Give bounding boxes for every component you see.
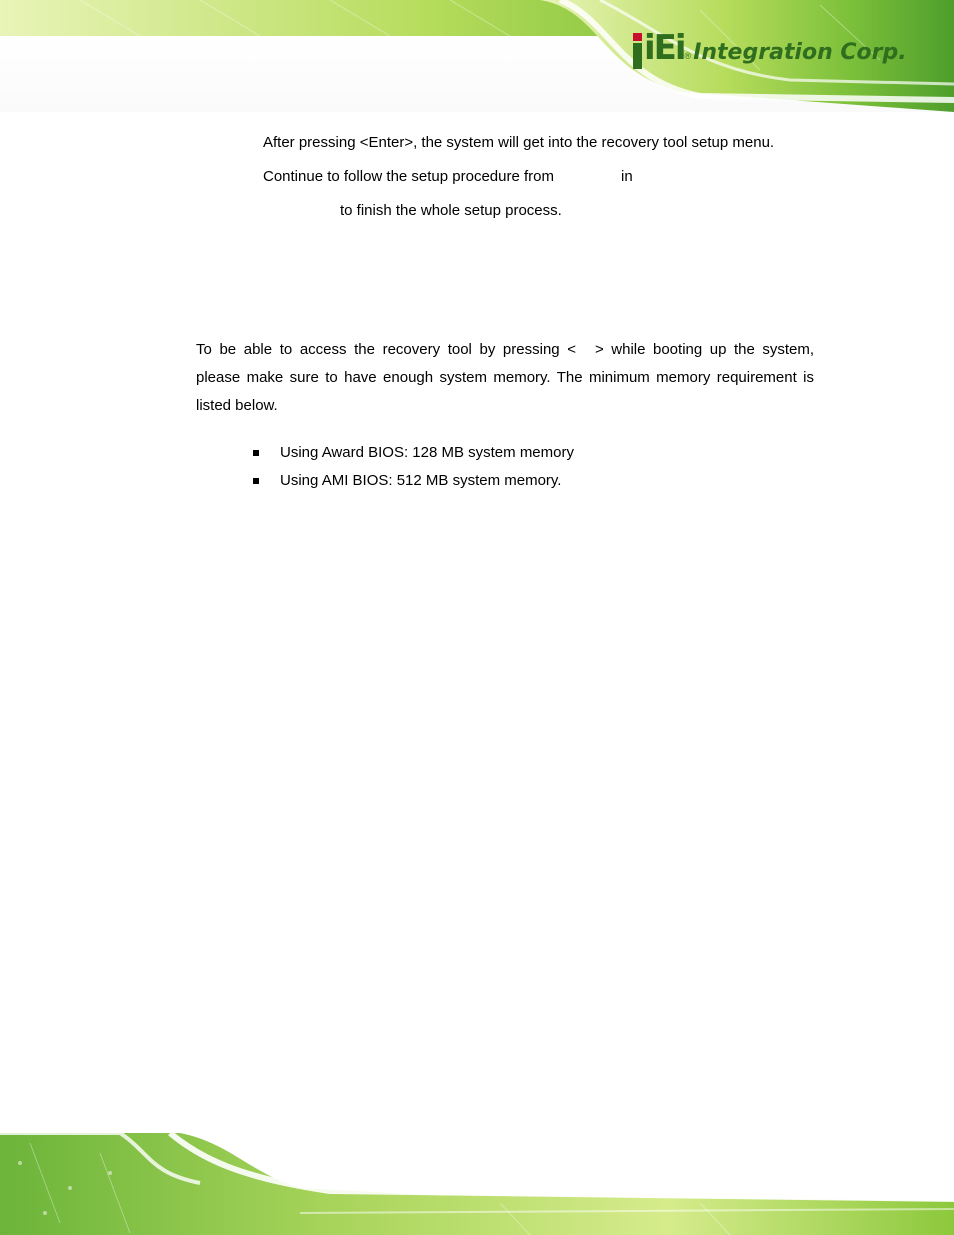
bullet-square-icon: [253, 450, 259, 456]
paragraph-line-2: please make sure to have enough system memory. The minimum memory requirement is: [196, 369, 814, 386]
step-line-2-in: in: [621, 168, 633, 185]
list-item-text: Using AMI BIOS: 512 MB system memory.: [280, 472, 562, 489]
step-line-3: to finish the whole setup process.: [340, 202, 562, 219]
memory-requirement-paragraph: [196, 336, 814, 420]
step-line-1: After pressing <Enter>, the system will get into the recovery tool setup menu.: [263, 134, 775, 151]
paragraph-line-3: listed below.: [196, 397, 278, 414]
paragraph-line-1-part-a: To be able to access the recovery tool by pressing <: [196, 341, 576, 358]
footer-banner: [0, 1133, 954, 1235]
step-line-2: Continue to follow the setup procedure from: [263, 168, 554, 185]
company-logo: [644, 28, 907, 72]
logo-mark: iEi: [644, 28, 685, 68]
bullet-square-icon: [253, 478, 259, 484]
paragraph-line-1-part-b: > while booting up the system,: [595, 341, 814, 358]
list-item-text: Using Award BIOS: 128 MB system memory: [280, 444, 574, 461]
logo-company-name: Integration Corp.: [693, 40, 907, 65]
paragraph-line-1: [196, 336, 814, 364]
logo-registered: ®: [684, 51, 692, 61]
